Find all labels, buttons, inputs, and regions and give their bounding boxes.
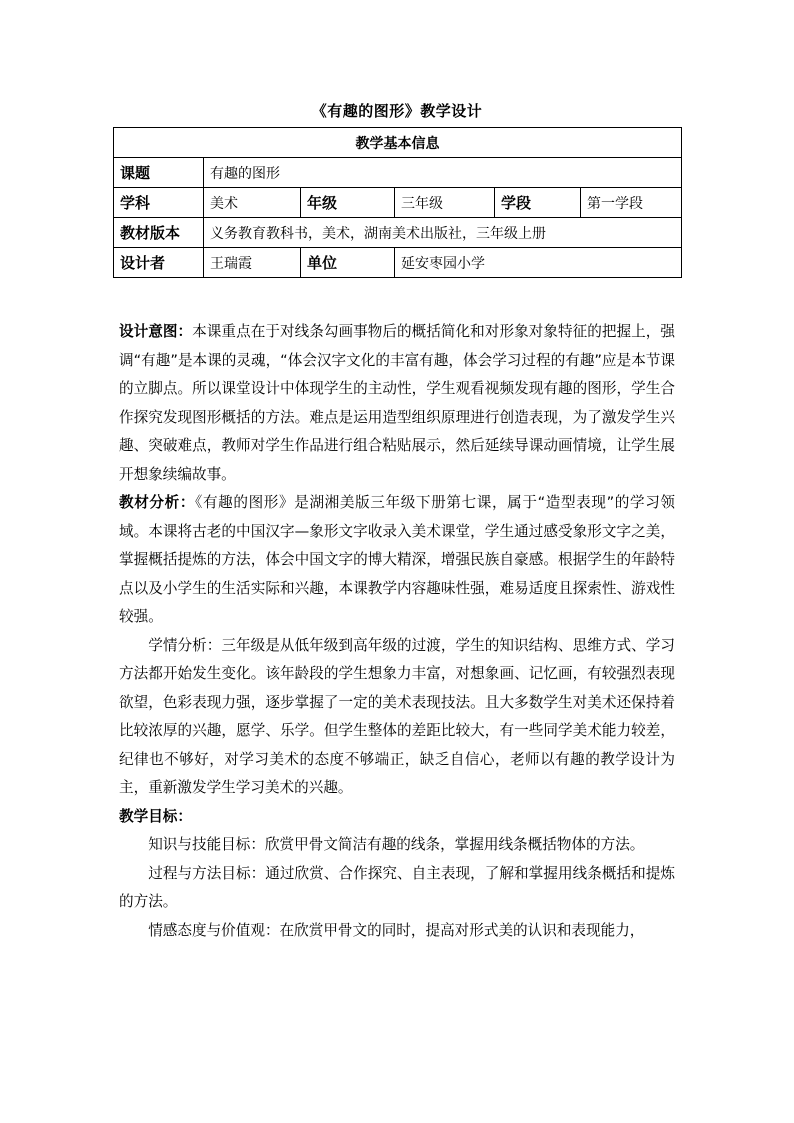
unit-value: 延安枣园小学 (395, 248, 682, 278)
material-analysis-heading: 教材分析： (119, 494, 196, 511)
knowledge-objective-heading: 知识与技能目标： (148, 836, 265, 853)
topic-label: 课题 (114, 158, 204, 188)
student-analysis-paragraph (119, 632, 675, 803)
topic-value: 有趣的图形 (204, 158, 682, 188)
emotion-objective-heading: 情感态度与价值观： (148, 921, 280, 939)
design-intent-heading: 设计意图： (119, 323, 193, 340)
table-row (114, 188, 682, 218)
process-objective-paragraph (119, 860, 675, 917)
knowledge-objective-paragraph (119, 831, 675, 860)
material-analysis-text: 《有趣的图形》是湖湘美版三年级下册第七课，属于“造型表现”的学习领域。本课将古老的中国汉字—象形文字收录入美术课堂，学生通过感受象形文字之美，掌握概括提炼的方法，体会中国文字的博大精深，增强民族自豪感。根据学生的年龄特点以及小学生的生活实际和兴趣，本课教学内容趣味性强，难易适度且探索性、游戏性较强。 (119, 494, 675, 625)
table-header: 教学基本信息 (114, 128, 682, 158)
subject-label: 学科 (114, 188, 204, 218)
grade-value: 三年级 (395, 188, 495, 218)
objectives-heading: 教学目标： (119, 807, 192, 825)
knowledge-objective-text: 欣赏甲骨文简洁有趣的线条，掌握用线条概括物体的方法。 (264, 836, 645, 853)
student-analysis-text: 三年级是从低年级到高年级的过渡，学生的知识结构、思维方式、学习方法都开始发生变化。该年龄段的学生想象力丰富，对想象画、记忆画，有较强烈表现欲望，色彩表现力强，逐步掌握了一定的美术表现技法。且大多数学生对美术还保持着比较浓厚的兴趣，愿学、乐学。但学生整体的差距比较大，有一些同学美术能力较差，纪律也不够好，对学习美术的态度不够端正，缺乏自信心，老师以有趣的教学设计为主，重新激发学生学习美术的兴趣。 (119, 636, 675, 796)
document-body (119, 318, 675, 945)
material-analysis-paragraph (119, 489, 675, 632)
stage-value: 第一学段 (581, 188, 682, 218)
table-row (114, 248, 682, 278)
basic-info-table (113, 127, 682, 278)
edition-label: 教材版本 (114, 218, 204, 248)
process-objective-heading: 过程与方法目标： (148, 864, 266, 882)
designer-value: 王瑞霞 (204, 248, 301, 278)
emotion-objective-text: 在欣赏甲骨文的同时，提高对形式美的认识和表现能力， (279, 921, 645, 939)
emotion-objective-paragraph (119, 917, 675, 946)
student-analysis-heading: 学情分析： (148, 636, 222, 654)
design-intent-text: 本课重点在于对线条勾画事物后的概括简化和对形象对象特征的把握上，强调“有趣”是本课的灵魂，“体会汉字文化的丰富有趣，体会学习过程的有趣”应是本节课的立脚点。所以课堂设计中体现学生的主动性，学生观看视频发现有趣的图形，学生合作探究发现图形概括的方法。难点是运用造型组织原理进行创造表现，为了激发学生兴趣、突破难点，教师对学生作品进行组合粘贴展示，然后延续导课动画情境，让学生展开想象续编故事。 (119, 323, 675, 483)
process-objective-text: 通过欣赏、合作探究、自主表现，了解和掌握用线条概括和提炼的方法。 (119, 864, 675, 910)
edition-value: 义务教育教科书，美术，湖南美术出版社，三年级上册 (204, 218, 682, 248)
stage-label: 学段 (495, 188, 581, 218)
document-title: 《有趣的图形》教学设计 (311, 102, 483, 120)
objectives-heading-paragraph (119, 803, 675, 832)
designer-label: 设计者 (114, 248, 204, 278)
table-row (114, 158, 682, 188)
grade-label: 年级 (301, 188, 395, 218)
subject-value: 美术 (204, 188, 301, 218)
design-intent-paragraph (119, 318, 675, 489)
table-header-row (114, 128, 682, 158)
unit-label: 单位 (301, 248, 395, 278)
table-row (114, 218, 682, 248)
